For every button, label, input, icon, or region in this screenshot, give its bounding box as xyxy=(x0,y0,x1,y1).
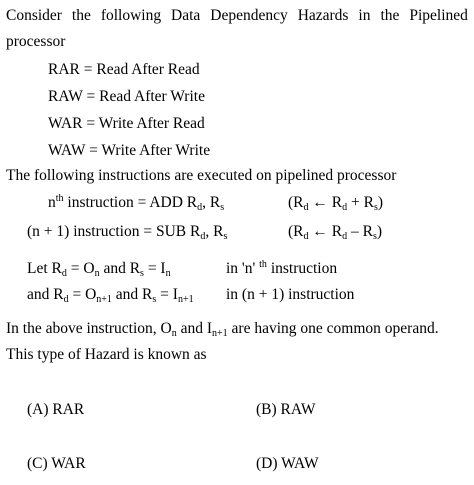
let1-th: th xyxy=(259,259,267,270)
op2-mid: ← R xyxy=(308,223,343,240)
instr1-d: d xyxy=(197,202,203,213)
op2-s: s xyxy=(372,231,377,242)
statement-a: In the above instruction, O xyxy=(6,320,172,337)
statement-n: n xyxy=(171,328,177,339)
let2-eq1: = O xyxy=(68,286,97,303)
let2-n2: n+1 xyxy=(177,294,194,305)
let2-and: and R xyxy=(111,286,153,303)
op1-d2: d xyxy=(342,202,348,213)
statement-line xyxy=(6,319,439,339)
statement-c: are having one common operand. xyxy=(227,320,439,337)
intro-line-2: processor xyxy=(6,33,66,50)
instr1-sup: th xyxy=(55,193,64,204)
hazard-def-war: WAR = Write After Read xyxy=(48,115,205,132)
option-a[interactable]: (A) RAR xyxy=(27,401,85,418)
instruction-n-plus-1 xyxy=(27,222,227,242)
question-line: This type of Hazard is known as xyxy=(6,346,207,363)
let1-right-b: instruction xyxy=(266,260,338,277)
instructions-intro: The following instructions are executed on pipelined processor xyxy=(6,167,397,184)
instr2-s: s xyxy=(223,231,228,242)
statement-n1: n+1 xyxy=(212,328,228,339)
instruction-n xyxy=(48,193,224,213)
op2-close: ) xyxy=(376,223,383,240)
op1-mid: ← R xyxy=(308,194,343,211)
op1-d1: d xyxy=(303,202,309,213)
intro-word: Pipelined xyxy=(409,7,468,24)
instr2-d: d xyxy=(200,231,206,242)
intro-word: the xyxy=(380,7,400,24)
op2-open: (R xyxy=(288,223,304,240)
let2-d: d xyxy=(63,294,69,305)
let-line-1 xyxy=(27,259,171,279)
let-line-1-context xyxy=(226,259,337,279)
let-line-2 xyxy=(27,285,194,305)
let1-eq1: = O xyxy=(66,260,95,277)
let1-eq2: = I xyxy=(143,260,166,277)
intro-word: Dependency xyxy=(210,7,288,24)
op2-minus: – R xyxy=(347,223,373,240)
instruction-n-operation xyxy=(288,193,383,213)
let-line-2-context: in (n + 1) instruction xyxy=(226,286,355,303)
let2-n1: n+1 xyxy=(96,294,112,305)
option-b[interactable]: (B) RAW xyxy=(256,401,316,418)
instr1-text: instruction = ADD R xyxy=(63,194,198,211)
instr1-n: n xyxy=(48,194,56,211)
intro-word: Hazards xyxy=(297,7,349,24)
intro-word: in xyxy=(358,7,371,24)
instr2-comma: , R xyxy=(205,223,224,240)
instr2-text: (n + 1) instruction = SUB R xyxy=(27,223,201,240)
let1-s: s xyxy=(140,268,144,279)
let1-right-a: in 'n' xyxy=(226,260,260,277)
hazard-def-raw: RAW = Read After Write xyxy=(48,88,205,105)
option-c[interactable]: (C) WAR xyxy=(27,455,86,472)
intro-word: Data xyxy=(171,7,201,24)
op1-close: ) xyxy=(377,194,384,211)
let1-a: Let R xyxy=(27,260,62,277)
intro-word: Consider xyxy=(6,7,62,24)
instr1-s: s xyxy=(220,202,225,213)
intro-line xyxy=(6,6,468,26)
intro-word: following xyxy=(100,7,162,24)
hazard-def-waw: WAW = Write After Write xyxy=(48,142,211,159)
let1-n2: n xyxy=(165,268,171,279)
let2-eq2: = I xyxy=(156,286,178,303)
intro-word: the xyxy=(71,7,91,24)
hazard-def-rar: RAR = Read After Read xyxy=(48,61,200,78)
instruction-n-plus-1-operation xyxy=(288,222,382,242)
op2-d2: d xyxy=(342,231,348,242)
let2-a: and R xyxy=(27,286,64,303)
let1-and: and R xyxy=(99,260,141,277)
let2-s: s xyxy=(152,294,157,305)
op1-open: (R xyxy=(288,194,304,211)
option-d[interactable]: (D) WAW xyxy=(256,455,319,472)
instr1-comma: , R xyxy=(202,194,221,211)
op1-plus: + R xyxy=(347,194,374,211)
statement-b: and I xyxy=(176,320,213,337)
op1-s: s xyxy=(373,202,378,213)
let1-n: n xyxy=(94,268,100,279)
let1-d: d xyxy=(61,268,67,279)
op2-d1: d xyxy=(303,231,309,242)
